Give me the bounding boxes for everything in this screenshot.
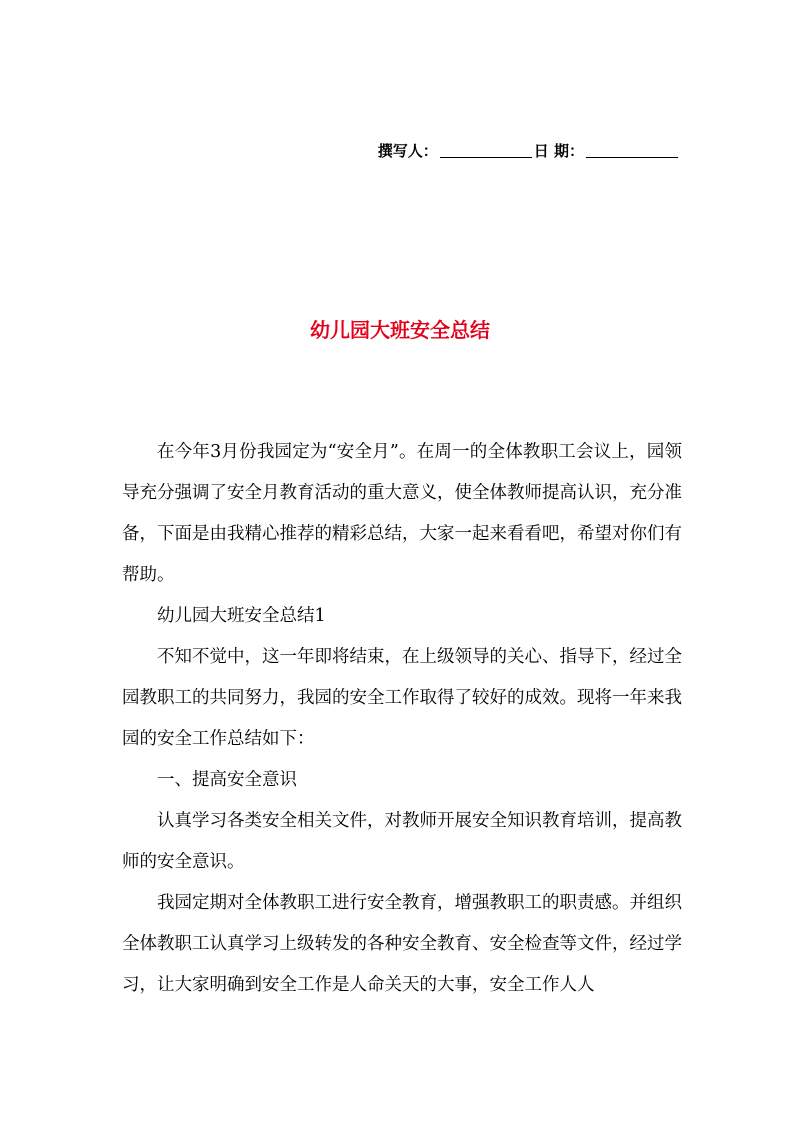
document-body <box>122 432 682 1006</box>
author-date-line <box>378 140 680 161</box>
subsection-heading: 一、提高安全意识 <box>157 770 297 790</box>
document-title: 幼儿园大班安全总结 <box>310 318 490 342</box>
body-paragraph: 不知不觉中，这一年即将结束，在上级领导的关心、指导下，经过全园教职工的共同努力，我园的安全工作取得了较好的成效。现将一年来我园的安全工作总结如下： <box>122 647 682 749</box>
section-heading: 幼儿园大班安全总结1 <box>157 606 326 626</box>
date-label: 日 期： <box>533 142 584 160</box>
date-blank <box>586 143 678 158</box>
body-paragraph: 我园定期对全体教职工进行安全教育，增强教职工的职责感。并组织全体教职工认真学习上级转发的各种安全教育、安全检查等文件，经过学习，让大家明确到安全工作是人命关天的大事，安全工作人人 <box>122 893 682 995</box>
author-label: 撰写人： <box>377 142 438 160</box>
author-blank <box>440 143 532 158</box>
intro-paragraph: 在今年3月份我园定为“安全月”。在周一的全体教职工会议上，园领导充分强调了安全月教育活动的重大意义，使全体教师提高认识，充分准备，下面是由我精心推荐的精彩总结，大家一起来看看吧，希望对你们有帮助。 <box>122 442 682 585</box>
body-paragraph: 认真学习各类安全相关文件，对教师开展安全知识教育培训，提高教师的安全意识。 <box>122 811 682 872</box>
